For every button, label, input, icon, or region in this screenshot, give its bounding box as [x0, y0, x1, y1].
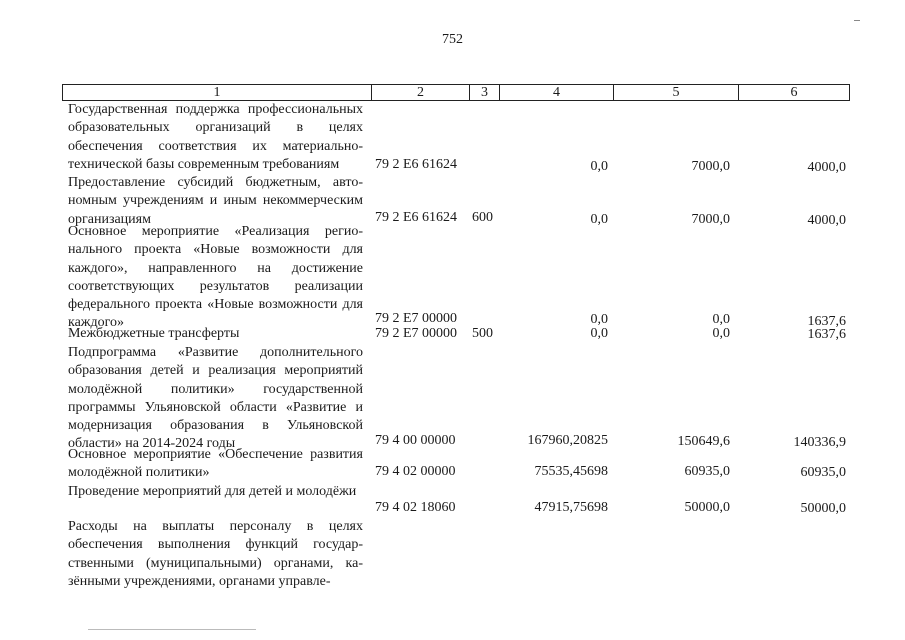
row-name: Основное мероприятие «Реализация регионального проекта «Новые возможности для каждого», направленного на достижение соответствующих результатов реализации федерального проекта «Новые возможности для каждого» [68, 224, 363, 331]
header-cell-6: 6 [738, 85, 849, 100]
row-value-4: 0,0 [590, 159, 608, 174]
row-name: Расходы на выплаты персоналу в целях обеспечения выполнения функций государственными (муниципальными) органами, казёнными учреждениями, органами управле- [68, 519, 363, 589]
header-cell-5: 5 [613, 85, 738, 100]
header-cell-1: 1 [213, 85, 221, 100]
row-value-6: 1637,6 [807, 314, 846, 329]
header-cell-3: 3 [469, 85, 499, 100]
row-value-6: 50000,0 [800, 501, 846, 516]
row-code: 79 4 02 00000 [375, 464, 456, 479]
row-name: Предоставление субсидий бюджетным, автономным учреждениям и иным некоммерческим организациям [68, 175, 363, 227]
row-code: 79 4 00 00000 [375, 433, 456, 448]
row-value-4: 0,0 [590, 326, 608, 341]
row-value-4: 0,0 [590, 212, 608, 227]
row-code: 79 2 E6 61624 [375, 210, 458, 225]
page-number: 752 [442, 32, 463, 47]
row-value-4: 167960,20825 [527, 433, 608, 448]
scan-mark [854, 20, 860, 21]
row-name: Межбюджетные трансферты [68, 326, 240, 341]
row-value-6: 140336,9 [793, 435, 846, 450]
row-value-6: 60935,0 [800, 465, 846, 480]
row-name: Основное мероприятие «Обеспечение развития молодёжной политики» [68, 447, 363, 481]
scan-mark [88, 629, 256, 630]
row-value-5: 150649,6 [677, 434, 730, 449]
row-code: 79 2 E7 00000 [375, 311, 458, 326]
row-value-6: 4000,0 [807, 213, 846, 228]
row-expense-type: 600 [472, 210, 493, 225]
row-value-5: 7000,0 [691, 159, 730, 174]
row-value-5: 60935,0 [684, 464, 730, 479]
row-code: 79 4 02 18060 [375, 500, 456, 515]
row-value-4: 0,0 [590, 312, 608, 327]
row-value-5: 0,0 [712, 312, 730, 327]
row-name: Проведение мероприятий для детей и молодёжи [68, 484, 357, 499]
row-value-6: 1637,6 [807, 327, 846, 342]
row-value-6: 4000,0 [807, 160, 846, 175]
header-cell-4: 4 [499, 85, 613, 100]
row-code: 79 2 E7 00000 [375, 326, 458, 341]
row-value-5: 50000,0 [684, 500, 730, 515]
row-name: Подпрограмма «Развитие дополнительного образования детей и реализация мероприятий молодёжной политики» государственной программы Ульяновской области «Развитие и модернизация образования в Ульяновской области» на 2014-2024 годы [68, 345, 363, 452]
row-value-4: 75535,45698 [534, 464, 608, 479]
row-value-5: 0,0 [712, 326, 730, 341]
row-value-5: 7000,0 [691, 212, 730, 227]
row-expense-type: 500 [472, 326, 493, 341]
table-header-row [62, 84, 850, 101]
header-cell-2: 2 [371, 85, 469, 100]
row-code: 79 2 E6 61624 [375, 157, 458, 172]
row-name: Государственная поддержка профессиональных образовательных организаций в целях обеспечения соответствия их материально-технической базы современным требованиям [68, 102, 363, 172]
row-value-4: 47915,75698 [534, 500, 608, 515]
